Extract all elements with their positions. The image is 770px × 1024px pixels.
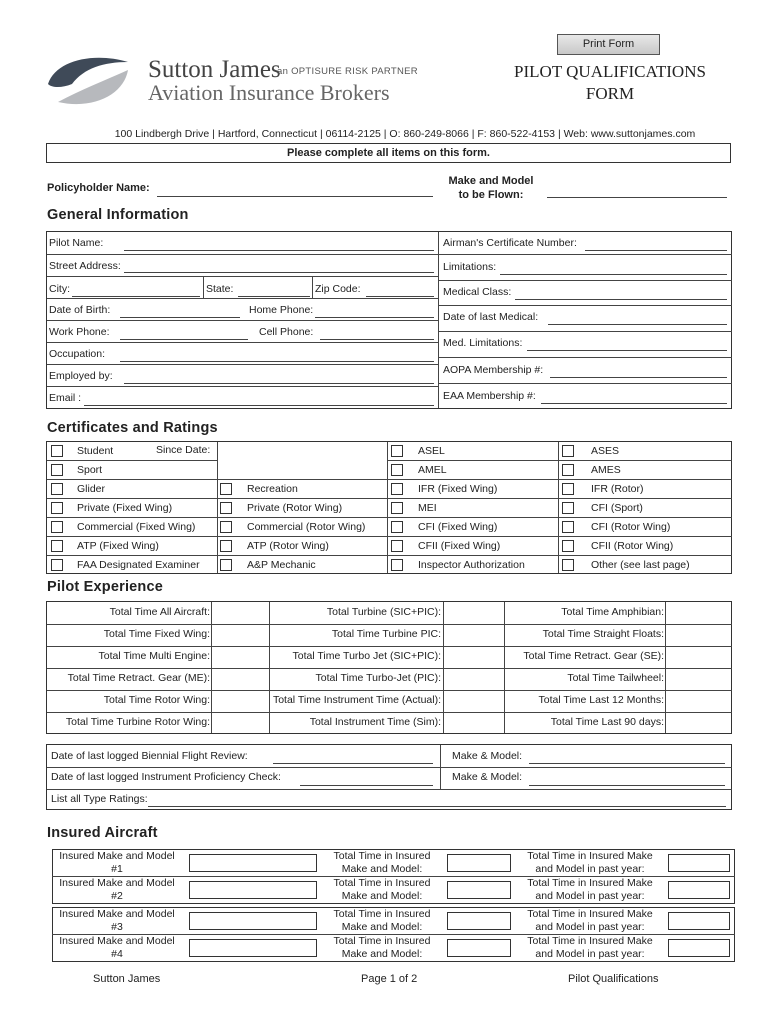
cert-checkbox[interactable]	[51, 540, 63, 552]
insured-make-label-line2: #3	[111, 920, 123, 933]
medical-class-input[interactable]	[515, 299, 727, 300]
insured-input[interactable]	[189, 912, 317, 930]
cert-label: A&P Mechanic	[247, 559, 316, 571]
cert-checkbox[interactable]	[51, 521, 63, 533]
cert-label: Sport	[77, 464, 103, 476]
logo-subtitle: Aviation Insurance Brokers	[148, 80, 390, 105]
cert-label: Student	[77, 445, 114, 457]
experience-label: Total Time Fixed Wing:	[103, 628, 210, 640]
zip-input[interactable]	[366, 296, 434, 297]
airman-cert-input[interactable]	[585, 250, 727, 251]
cert-checkbox[interactable]	[562, 445, 574, 457]
insured-past-year-label-line2: and Model in past year:	[535, 862, 645, 875]
insured-input[interactable]	[668, 939, 730, 957]
last-medical-label: Date of last Medical:	[443, 311, 539, 323]
type-ratings-input[interactable]	[148, 806, 726, 807]
insured-total-label-line1: Total Time in Insured	[333, 850, 431, 862]
cell-phone-input[interactable]	[320, 339, 434, 340]
cert-checkbox[interactable]	[562, 559, 574, 571]
insured-past-year-label-line1: Total Time in Insured Make	[527, 935, 653, 947]
make-model-2-input[interactable]	[529, 785, 725, 786]
insured-past-year-label-line2: and Model in past year:	[535, 947, 645, 960]
cert-checkbox[interactable]	[51, 502, 63, 514]
insured-input[interactable]	[189, 939, 317, 957]
footer-center: Page 1 of 2	[361, 973, 418, 985]
experience-input[interactable]	[666, 602, 730, 622]
insured-make-label-line2: #4	[111, 947, 123, 960]
cert-checkbox[interactable]	[562, 464, 574, 476]
cert-label: IFR (Fixed Wing)	[418, 483, 498, 495]
insured-make-label-line1: Insured Make and Model	[59, 908, 175, 920]
make-model-input[interactable]	[547, 197, 727, 198]
medical-class-label: Medical Class:	[443, 286, 512, 298]
insured-input[interactable]	[189, 881, 317, 899]
cert-label: CFI (Sport)	[591, 502, 643, 514]
experience-label: Total Time Instrument Time (Actual):	[272, 694, 441, 706]
insured-past-year-label-line2: and Model in past year:	[535, 920, 645, 933]
insured-make-label-line2: #1	[111, 862, 123, 875]
insured-make-label-line1: Insured Make and Model	[59, 850, 175, 862]
insured-heading: Insured Aircraft	[47, 825, 158, 841]
make-model-2-label: Make & Model:	[452, 771, 523, 783]
logo	[44, 54, 424, 114]
insured-input[interactable]	[668, 912, 730, 930]
make-model-label-line1: Make and Model	[448, 175, 534, 187]
make-model-label	[436, 174, 546, 202]
last-medical-input[interactable]	[548, 324, 727, 325]
cert-checkbox[interactable]	[51, 559, 63, 571]
cert-checkbox[interactable]	[562, 521, 574, 533]
make-model-1-label: Make & Model:	[452, 750, 523, 762]
aopa-label: AOPA Membership #:	[443, 364, 544, 376]
insured-past-year-label-line1: Total Time in Insured Make	[527, 850, 653, 862]
cert-label: CFI (Fixed Wing)	[418, 521, 498, 533]
insured-input[interactable]	[447, 881, 511, 899]
cert-checkbox[interactable]	[220, 483, 232, 495]
since-date-label: Since Date:	[156, 444, 211, 456]
home-phone-input[interactable]	[315, 317, 434, 318]
make-model-1-input[interactable]	[529, 763, 725, 764]
logo-name: Sutton James	[148, 56, 281, 83]
insured-past-year-label-line2: and Model in past year:	[535, 889, 645, 902]
cert-checkbox[interactable]	[391, 483, 403, 495]
email-label: Email :	[49, 392, 82, 404]
cert-checkbox[interactable]	[220, 540, 232, 552]
instruction-banner: Please complete all items on this form.	[46, 143, 731, 163]
experience-label: Total Time Straight Floats:	[542, 628, 664, 640]
policyholder-input[interactable]	[157, 196, 433, 197]
experience-box	[46, 601, 732, 734]
footer-right: Pilot Qualifications	[568, 973, 659, 985]
state-input[interactable]	[238, 296, 310, 297]
cert-label: Glider	[77, 483, 106, 495]
form-title-line2: FORM	[585, 84, 635, 103]
airman-cert-label: Airman's Certificate Number:	[443, 237, 577, 249]
general-heading: General Information	[47, 207, 189, 223]
insured-input[interactable]	[447, 912, 511, 930]
experience-label: Total Time Last 12 Months:	[538, 694, 664, 706]
experience-input[interactable]	[666, 624, 730, 644]
print-form-button[interactable]: Print Form	[557, 34, 660, 55]
eaa-label: EAA Membership #:	[443, 390, 536, 402]
insured-total-label	[322, 908, 442, 933]
insured-total-label	[322, 877, 442, 902]
insured-make-label	[53, 908, 181, 933]
dob-label: Date of Birth:	[49, 304, 111, 316]
insured-past-year-label	[518, 935, 662, 960]
cert-label: Inspector Authorization	[418, 559, 525, 571]
footer-left: Sutton James	[93, 973, 161, 985]
experience-label: Total Time Multi Engine:	[98, 650, 210, 662]
cert-checkbox[interactable]	[391, 521, 403, 533]
insured-total-label-line2: Make and Model:	[341, 862, 423, 875]
cert-label: Other (see last page)	[591, 559, 690, 571]
med-limitations-label: Med. Limitations:	[443, 337, 523, 349]
experience-label: Total Time Turbine PIC:	[331, 628, 441, 640]
experience-label: Total Time Tailwheel:	[567, 672, 664, 684]
cert-label: ATP (Fixed Wing)	[77, 540, 159, 552]
insured-total-label-line1: Total Time in Insured	[333, 908, 431, 920]
cert-label: CFII (Fixed Wing)	[418, 540, 501, 552]
cert-label: Private (Fixed Wing)	[77, 502, 173, 514]
insured-input[interactable]	[668, 881, 730, 899]
cert-checkbox[interactable]	[220, 521, 232, 533]
experience-label: Total Time Retract. Gear (ME):	[67, 672, 210, 684]
street-label: Street Address:	[49, 260, 121, 272]
cert-checkbox[interactable]	[51, 445, 63, 457]
work-phone-input[interactable]	[120, 339, 248, 340]
experience-label: Total Time Amphibian:	[561, 606, 664, 618]
insured-past-year-label-line1: Total Time in Insured Make	[527, 908, 653, 920]
address-line: 100 Lindbergh Drive | Hartford, Connecticut | 06114-2125 | O: 860-249-8066 | F: 860-522-4153 | Web: www.suttonjames.com	[114, 128, 696, 140]
cert-label: Private (Rotor Wing)	[247, 502, 343, 514]
experience-label: Total Time Rotor Wing:	[103, 694, 210, 706]
eaa-input[interactable]	[541, 403, 727, 404]
experience-label: Total Time Turbo Jet (SIC+PIC):	[292, 650, 441, 662]
cert-checkbox[interactable]	[562, 483, 574, 495]
insured-make-label-line1: Insured Make and Model	[59, 935, 175, 947]
email-input[interactable]	[84, 405, 434, 406]
insured-input[interactable]	[447, 854, 511, 872]
experience-label: Total Time All Aircraft:	[109, 606, 210, 618]
insured-total-label-line2: Make and Model:	[341, 889, 423, 902]
experience-label: Total Time Turbine Rotor Wing:	[65, 716, 210, 728]
cert-label: MEI	[418, 502, 437, 514]
insured-make-label-line1: Insured Make and Model	[59, 877, 175, 889]
insured-total-label	[322, 935, 442, 960]
cert-checkbox[interactable]	[562, 540, 574, 552]
biennial-input[interactable]	[273, 763, 433, 764]
insured-total-label-line2: Make and Model:	[341, 947, 423, 960]
cert-checkbox[interactable]	[391, 559, 403, 571]
experience-heading: Pilot Experience	[47, 579, 164, 595]
cert-checkbox[interactable]	[391, 502, 403, 514]
cert-label: FAA Designated Examiner	[77, 559, 200, 571]
ipc-label: Date of last logged Instrument Proficiency Check:	[51, 771, 281, 783]
type-ratings-label: List all Type Ratings:	[51, 793, 148, 805]
aopa-input[interactable]	[550, 377, 727, 378]
pilot-name-label: Pilot Name:	[49, 237, 104, 249]
logo-partner: an OPTISURE RISK PARTNER	[277, 66, 418, 77]
insured-past-year-label	[518, 908, 662, 933]
experience-input[interactable]	[666, 646, 730, 666]
state-label: State:	[206, 283, 234, 295]
limitations-label: Limitations:	[443, 261, 497, 273]
ipc-input[interactable]	[300, 785, 433, 786]
cert-label: ASEL	[418, 445, 445, 457]
make-model-label-line2: to be Flown:	[458, 189, 524, 201]
cert-label: Commercial (Fixed Wing)	[77, 521, 196, 533]
cert-checkbox[interactable]	[220, 559, 232, 571]
street-input[interactable]	[124, 272, 434, 273]
biennial-label: Date of last logged Biennial Flight Review:	[51, 750, 248, 762]
insured-make-label	[53, 850, 181, 875]
insured-past-year-label	[518, 850, 662, 875]
home-phone-label: Home Phone:	[249, 304, 314, 316]
cert-label: AMEL	[418, 464, 447, 476]
insured-total-label-line1: Total Time in Insured	[333, 935, 431, 947]
cert-checkbox[interactable]	[391, 464, 403, 476]
city-label: City:	[49, 283, 70, 295]
insured-input[interactable]	[668, 854, 730, 872]
dob-input[interactable]	[120, 317, 240, 318]
cert-checkbox[interactable]	[51, 483, 63, 495]
insured-total-label-line2: Make and Model:	[341, 920, 423, 933]
experience-label: Total Instrument Time (Sim):	[309, 716, 441, 728]
insured-total-label-line1: Total Time in Insured	[333, 877, 431, 889]
occupation-label: Occupation:	[49, 348, 106, 360]
cert-label: Commercial (Rotor Wing)	[247, 521, 366, 533]
insured-total-label	[322, 850, 442, 875]
cert-label: Recreation	[247, 483, 298, 495]
cert-label: ATP (Rotor Wing)	[247, 540, 329, 552]
experience-label: Total Turbine (SIC+PIC):	[326, 606, 441, 618]
zip-label: Zip Code:	[315, 283, 361, 295]
cert-label: IFR (Rotor)	[591, 483, 644, 495]
pilot-name-input[interactable]	[124, 250, 434, 251]
experience-input[interactable]	[666, 690, 730, 710]
occupation-input[interactable]	[120, 361, 434, 362]
city-input[interactable]	[72, 296, 200, 297]
med-limitations-input[interactable]	[527, 350, 727, 351]
cert-label: CFII (Rotor Wing)	[591, 540, 674, 552]
cert-checkbox[interactable]	[562, 502, 574, 514]
certs-heading: Certificates and Ratings	[47, 420, 218, 436]
experience-label: Total Time Turbo-Jet (PIC):	[315, 672, 441, 684]
cert-label: ASES	[591, 445, 620, 457]
employed-by-label: Employed by:	[49, 370, 113, 382]
insured-input[interactable]	[189, 854, 317, 872]
experience-input[interactable]	[666, 712, 730, 732]
cell-phone-label: Cell Phone:	[259, 326, 314, 338]
insured-past-year-label-line1: Total Time in Insured Make	[527, 877, 653, 889]
insured-make-label-line2: #2	[111, 889, 123, 902]
logo-swoosh-icon	[44, 54, 130, 110]
insured-input[interactable]	[447, 939, 511, 957]
cert-checkbox[interactable]	[220, 502, 232, 514]
limitations-input[interactable]	[500, 274, 727, 275]
employed-by-input[interactable]	[124, 383, 434, 384]
work-phone-label: Work Phone:	[49, 326, 110, 338]
cert-checkbox[interactable]	[391, 540, 403, 552]
insured-make-label	[53, 877, 181, 902]
cert-label: AMES	[591, 464, 621, 476]
experience-input[interactable]	[666, 668, 730, 688]
policyholder-label: Policyholder Name:	[47, 182, 150, 194]
form-title-line1: PILOT QUALIFICATIONS	[514, 62, 706, 81]
cert-checkbox[interactable]	[391, 445, 403, 457]
cert-checkbox[interactable]	[51, 464, 63, 476]
experience-label: Total Time Last 90 days:	[550, 716, 664, 728]
insured-past-year-label	[518, 877, 662, 902]
cert-label: CFI (Rotor Wing)	[591, 521, 671, 533]
form-title	[480, 61, 740, 105]
experience-label: Total Time Retract. Gear (SE):	[523, 650, 664, 662]
insured-make-label	[53, 935, 181, 960]
